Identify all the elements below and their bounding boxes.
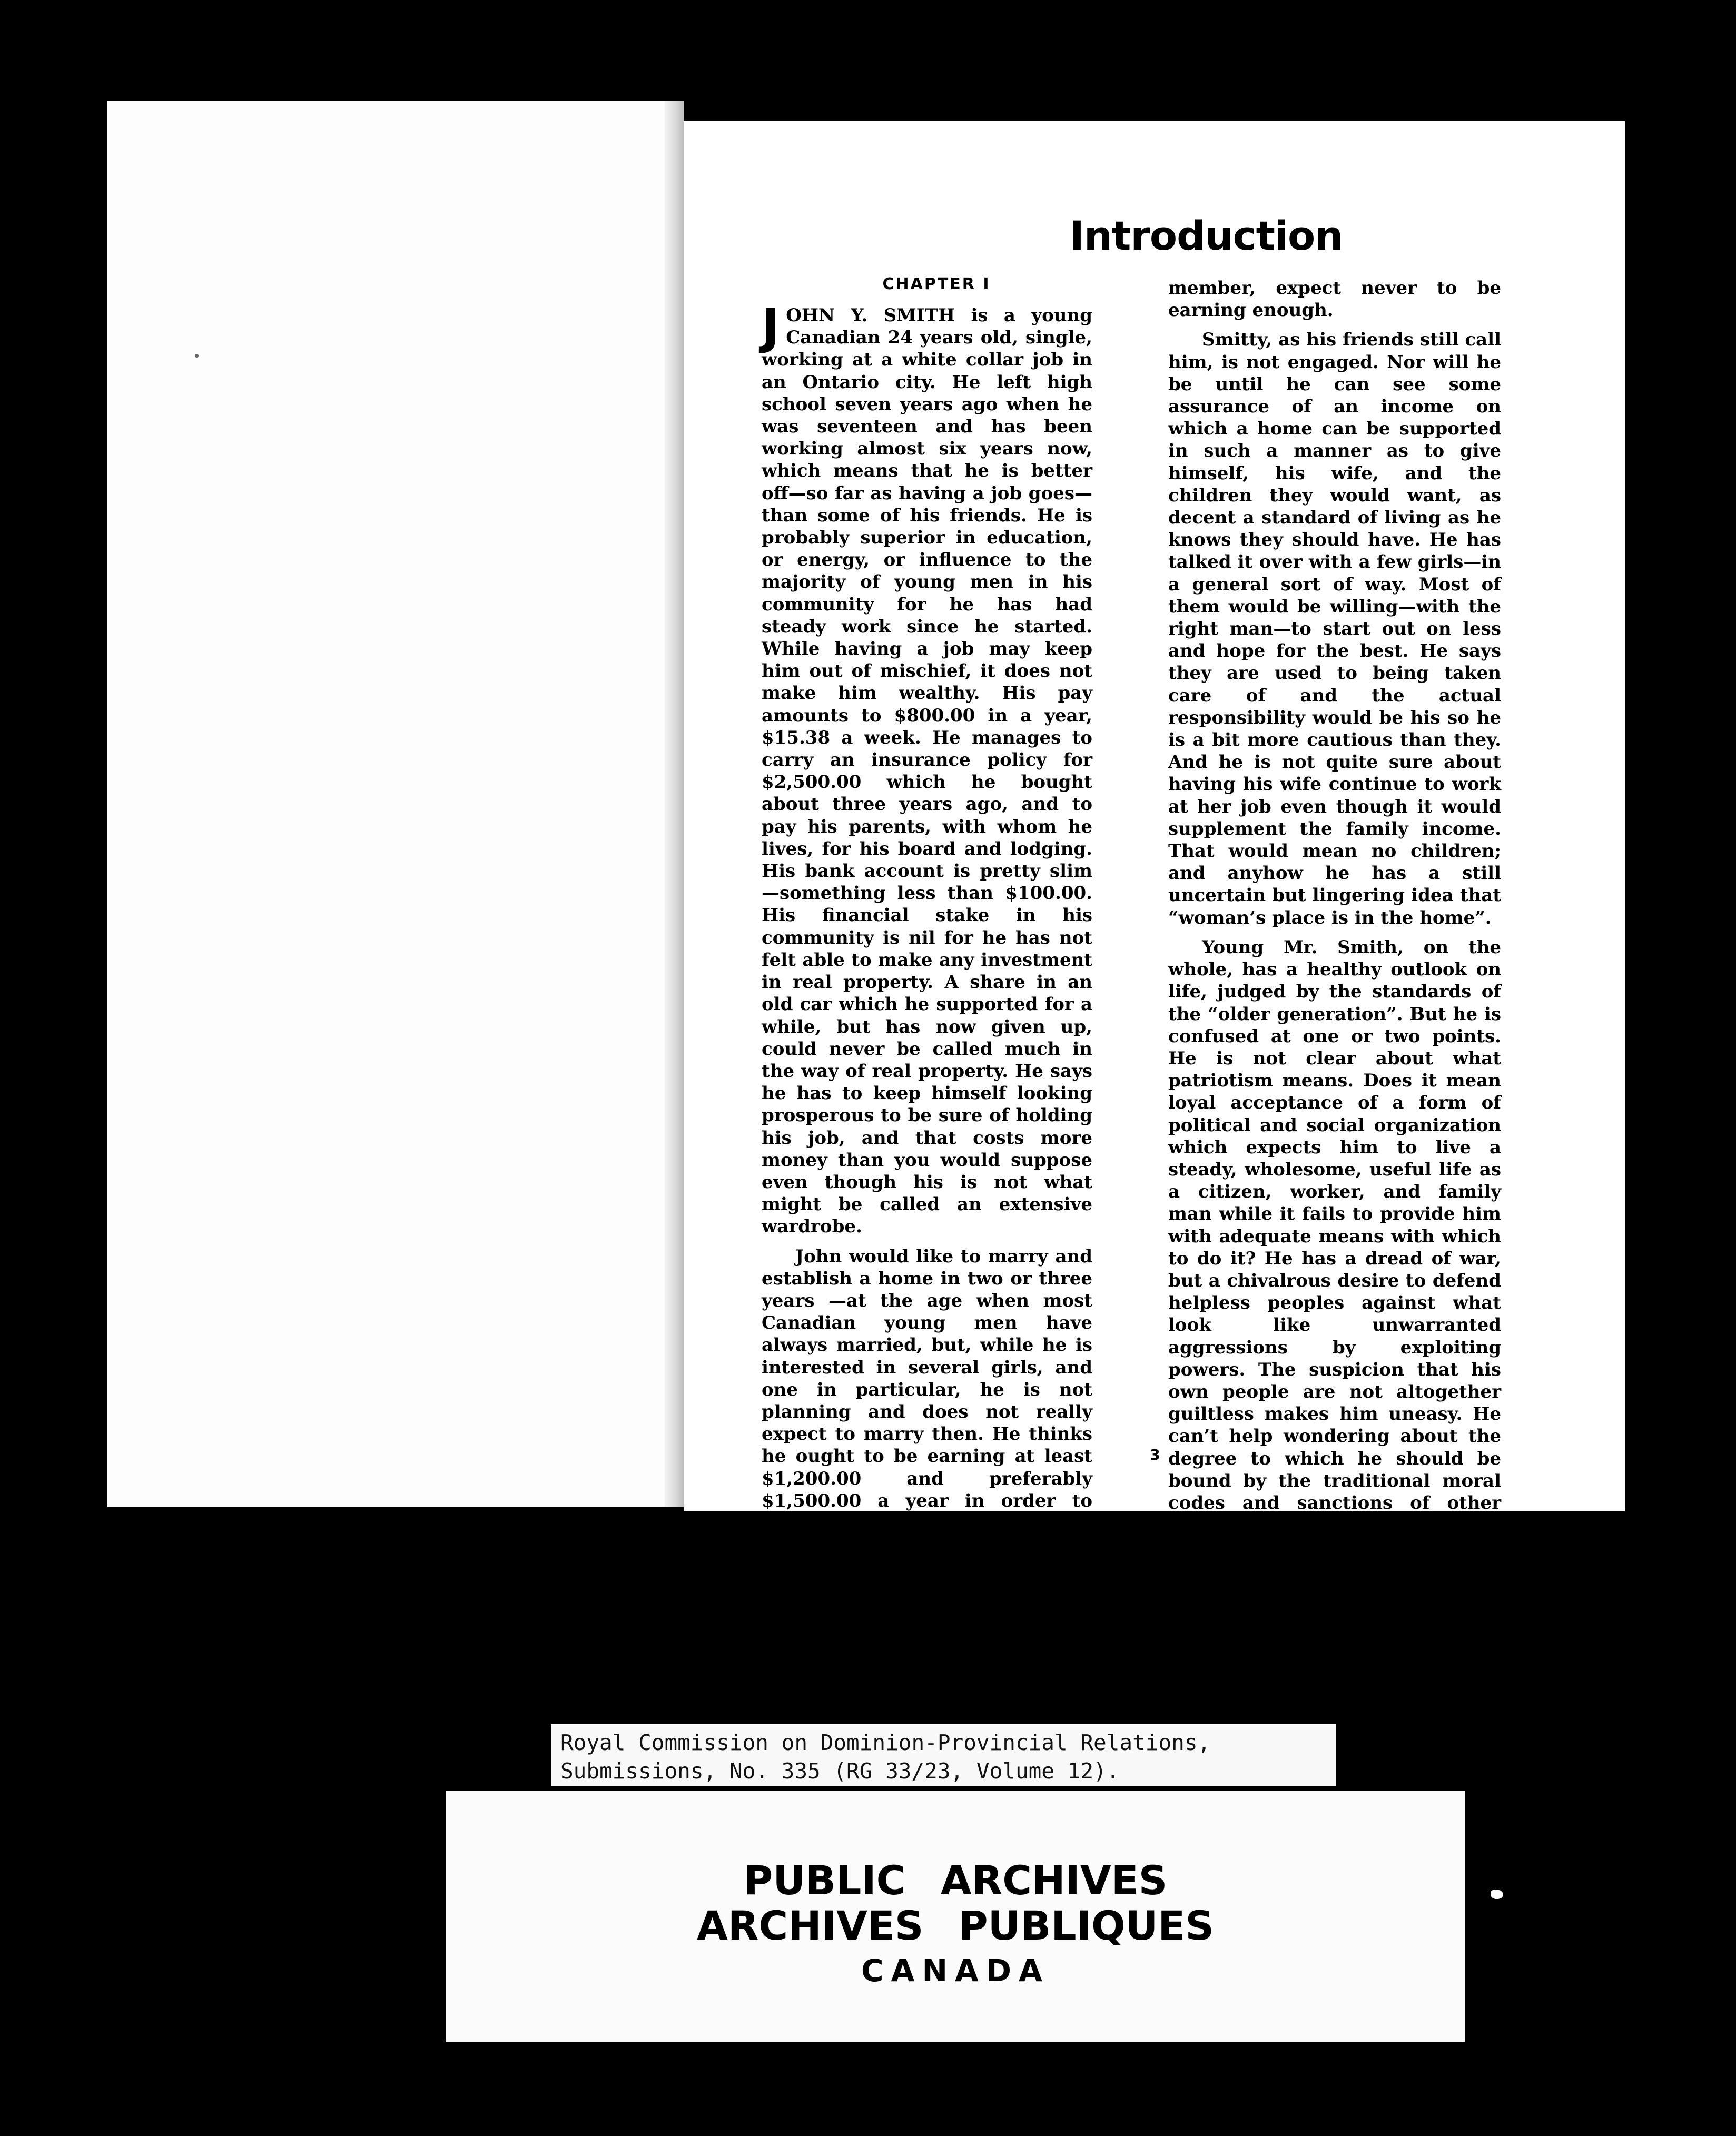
drop-cap: J (762, 299, 780, 355)
paragraph: Young Mr. Smith, on the whole, has a healthy outlook on life, judged by the standards of the “older generation”. But he is confused at one or two points. He is not clear about what patriotism means. Does it mean loyal acceptance of a form of political and social organization which expects him to live a steady, wholesome, useful life as a citizen, worker, and family man while it fails to provide him with adequate means with which to do it? He has a dread of war, but a chivalrous desire to defend helpless peoples against what look like unwarranted aggressions by exploiting powers. The suspicion that his own people are not altogether guiltless makes him uneasy. He can’t help wondering about the degree to which he should be bound by the traditional moral codes and sanctions of other days now that general economic conditions— and changing attitudes among other young people—seem to suggest a more “realistic” attitude for him. (1168, 936, 1501, 1625)
document-page (684, 121, 1625, 1667)
stamp-line-archives-publiques: ARCHIVES PUBLIQUES (697, 1902, 1214, 1949)
stamp-line-public-archives: PUBLIC ARCHIVES (743, 1857, 1168, 1904)
paragraph: John would like to marry and establish a home in two or three years —at the age when most Canadian young men have always married, but, while he is interested in several girls, and one in particular, he is not planning and does not really expect to marry then. He thinks he ought to be earning at least $1,200.00 and preferably $1,500.00 a year in order to support a home. He believes it will be at least five or six years before he can be earning enough, if ever. Thirty of the 150 young men who also belong to an organization of which he is a (762, 1245, 1092, 1667)
paragraph: Smitty, as his friends still call him, is not engaged. Nor will he be until he can see some assurance of an income on which a home can be supported in such a manner as to give himself, his wife, and the children they would want, as decent a standard of living as he knows they should have. He has talked it over with a few girls—in a general sort of way. Most of them would be willing—with the right man—to start out on less and hope for the best. He says they are used to being taken care of and the actual responsibility would be his so he is a bit more cautious than they. And he is not quite sure about having his wife continue to work at her job even though it would supplement the family income. That would mean no children; and anyhow he has a still uncertain but lingering idea that “woman’s place is in the home”. (1168, 329, 1501, 928)
reference-line: Submissions, No. 335 (RG 33/23, Volume 12). (560, 1758, 1120, 1784)
reference-line: Royal Commission on Dominion-Provincial Relations, (560, 1730, 1211, 1755)
paragraph-text: OHN Y. SMITH is a young Canadian 24 years old, single, working at a white collar job in an Ontario city. He left high school seven years ago when he was seventeen and has been working almost six years now, which means that he is better off—so far as having a job goes—than some of his friends. He is probably superior in education, or energy, or influence to the majority of young men in his community for he has had steady work since he started. While having a job may keep him out of mischief, it does not make him wealthy. His pay amounts to $800.00 in a year, $15.38 a week. He manages to carry an insurance policy for $2,500.00 which he bought about three years ago, and to pay his parents, with whom he lives, for his board and lodging. His bank account is pretty slim—something less than $100.00. His financial stake in his community is nil for he has not felt able to make any investment in real property. A share in an old car which he supported for a while, but has now given up, could never be called much in the way of real property. He says he has to keep himself looking prosperous to be sure of holding his job, and that costs more money than you would suppose even though his is not what might be called an extensive wardrobe. (762, 305, 1092, 1238)
paragraph: member, expect never to be earning enough. (1168, 278, 1501, 321)
text-column-left (762, 299, 1092, 1667)
dust-speck (195, 354, 199, 358)
stamp-line-canada: CANADA (861, 1953, 1050, 1989)
text-column-right (1168, 277, 1501, 1625)
archives-stamp (446, 1791, 1465, 2042)
chapter-heading: CHAPTER I (882, 275, 991, 293)
book-spine (665, 101, 684, 1507)
paper-fragment (1491, 1890, 1503, 1899)
archive-reference-label (551, 1724, 1336, 1786)
blank-left-page (107, 101, 679, 1507)
page-number: 3 (1150, 1446, 1160, 1463)
page-title: Introduction (1069, 212, 1343, 259)
paragraph (762, 299, 1092, 1238)
